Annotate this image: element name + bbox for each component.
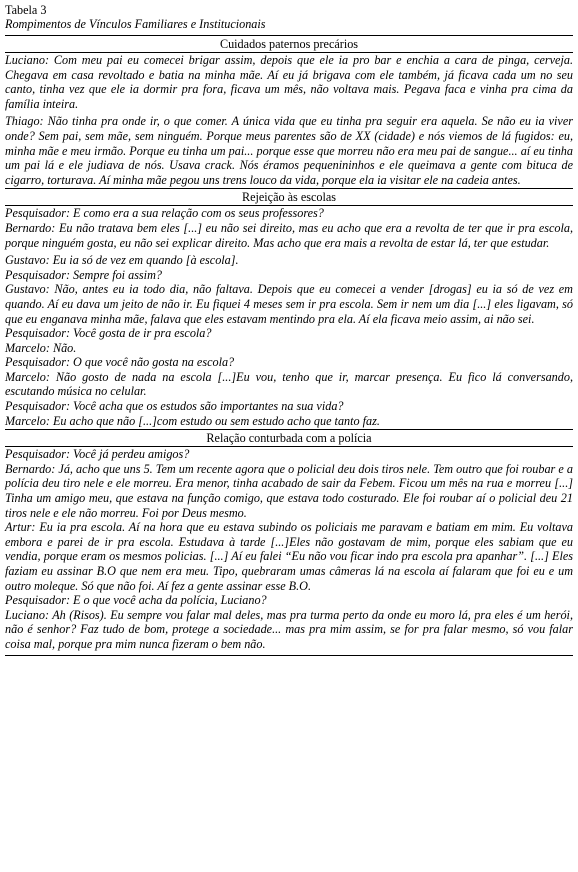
section-rejeicao-escolas (5, 188, 573, 429)
table-label: Tabela 3 (5, 3, 47, 17)
quote-paragraph: Bernardo: Eu não tratava bem eles [...] eu não sei direito, mas eu acho que era a revolta de ter que ir pra escola, porque ninguém gosta, eu não sei explicar direito. Mas acho que era mais a revolta de estar lá, ter que estudar. (5, 220, 573, 250)
quote-paragraph: Luciano: Com meu pai eu comecei brigar assim, depois que ele ia pro bar e enchia a cara de pinga, cerveja. Chegava em casa revoltado e batia na minha mãe. Aí eu já brigava com ele também, já ficava cada um no seu canto, tinha vez que ele ia dormir pra fora, ficava um mês, não voltava mais. Pegava faca e vinha pra cima da família inteira. (5, 53, 573, 111)
section-relacao-policia (5, 429, 573, 652)
section-body (5, 53, 573, 188)
quote-paragraph: Marcelo: Não. (5, 340, 77, 355)
quote-paragraph: Gustavo: Eu ia só de vez em quando [à escola]. (5, 253, 239, 268)
section-heading: Relação conturbada com a polícia (5, 430, 573, 447)
section-cuidados-paternos (5, 36, 573, 188)
section-heading: Rejeição às escolas (5, 189, 573, 206)
quote-paragraph: Marcelo: Não gosto de nada na escola [...]Eu vou, tenho que ir, marcar presença. Eu fico lá conversando, escutando música no celular. (5, 369, 573, 399)
section-heading: Cuidados paternos precários (5, 36, 573, 53)
quote-paragraph: Pesquisador: Você já perdeu amigos? (5, 447, 190, 462)
quote-paragraph: Thiago: Não tinha pra onde ir, o que comer. A única vida que eu tinha pra seguir era aquela. Se não eu ia viver onde? Sem pai, sem mãe, sem ninguém. Porque meus parentes são de XX (cidade) e nós viemos de lá fugidos: eu, minha mãe e meu irmão. Porque eu tinha um pai... porque esse que morreu não era meu pai de sangue... aí eu tinha um pai lá e ele judiava de nós. Usava crack. Nós éramos pequenininhos e ele queimava a gente com bituca de cigarro, torturava. Aí minha mãe pegou uns trens louco da vida, porque ela ia visitar ele na cadeia antes. (5, 114, 573, 187)
quote-paragraph: Marcelo: Eu acho que não [...]com estudo ou sem estudo acho que tanto faz. (5, 413, 380, 428)
table-bottom-rule (5, 655, 573, 656)
document-page (0, 3, 578, 872)
quote-paragraph: Artur: Eu ia pra escola. Aí na hora que eu estava subindo os policiais me paravam e batiam em mim. Eu voltava embora e parei de ir pra escola. Estudava à tarde [...]Eles não gostavam de mim, porque eles sabiam que eu vendia, porque eram os mesmos policias. [...] Aí eu falei “Eu não vou ficar indo pra escola pra apanhar”. [...] Eles faziam eu assinar B.O que nem era meu. Tipo, quebraram umas câmeras lá na escola aí falaram que foi eu e um outro moleque. Só que não foi. Aí fez a gente assinar esse B.O. (5, 520, 573, 593)
quote-paragraph: Pesquisador: O que você não gosta na escola? (5, 355, 235, 370)
quote-paragraph: Pesquisador: Você gosta de ir pra escola? (5, 326, 212, 341)
table-title: Rompimentos de Vínculos Familiares e Institucionais (5, 17, 266, 31)
quote-paragraph: Bernardo: Já, acho que uns 5. Tem um recente agora que o policial deu dois tiros nele. Tem outro que foi roubar e a polícia deu tiro nele e ele morreu. Era menor, tinha acabado de sair da Febem. Ficou um mês na rua e morreu [...] Tinha um amigo meu, que estava na função comigo, que estava todo costurado. Ele foi roubar aí o policial deu 21 tiros nele e ele não morreu. Foi por Deus mesmo. (5, 461, 573, 520)
quote-paragraph: Luciano: Ah (Risos). Eu sempre vou falar mal deles, mas pra turma perto da onde eu moro lá, pra eles é um herói, não é senhor? Faz tudo de bom, protege a sociedade... mas pra mim assim, se for pra falar mesmo, só vou falar coisa mal, porque pra mim nunca fizeram o bem não. (5, 607, 573, 651)
quote-paragraph: Pesquisador: Sempre foi assim? (5, 267, 162, 282)
section-body (5, 447, 573, 652)
quote-paragraph: Pesquisador: E o que você acha da polícia, Luciano? (5, 593, 267, 608)
quote-paragraph: Gustavo: Não, antes eu ia todo dia, não faltava. Depois que eu comecei a vender [drogas] eu ia só de vez em quando. Aí eu dava um jeito de não ir. Eu fiquei 4 meses sem ir pra escola. Sem ir nem um dia [...] eles ligavam, só que eu enganava minha mãe, falava que eles estavam mentindo pra ela. Aí ela ficava meio assim, ai não sei. (5, 282, 573, 326)
section-body (5, 206, 573, 429)
quote-paragraph: Pesquisador: E como era a sua relação com os seus professores? (5, 206, 324, 221)
quote-paragraph: Pesquisador: Você acha que os estudos são importantes na sua vida? (5, 399, 344, 414)
